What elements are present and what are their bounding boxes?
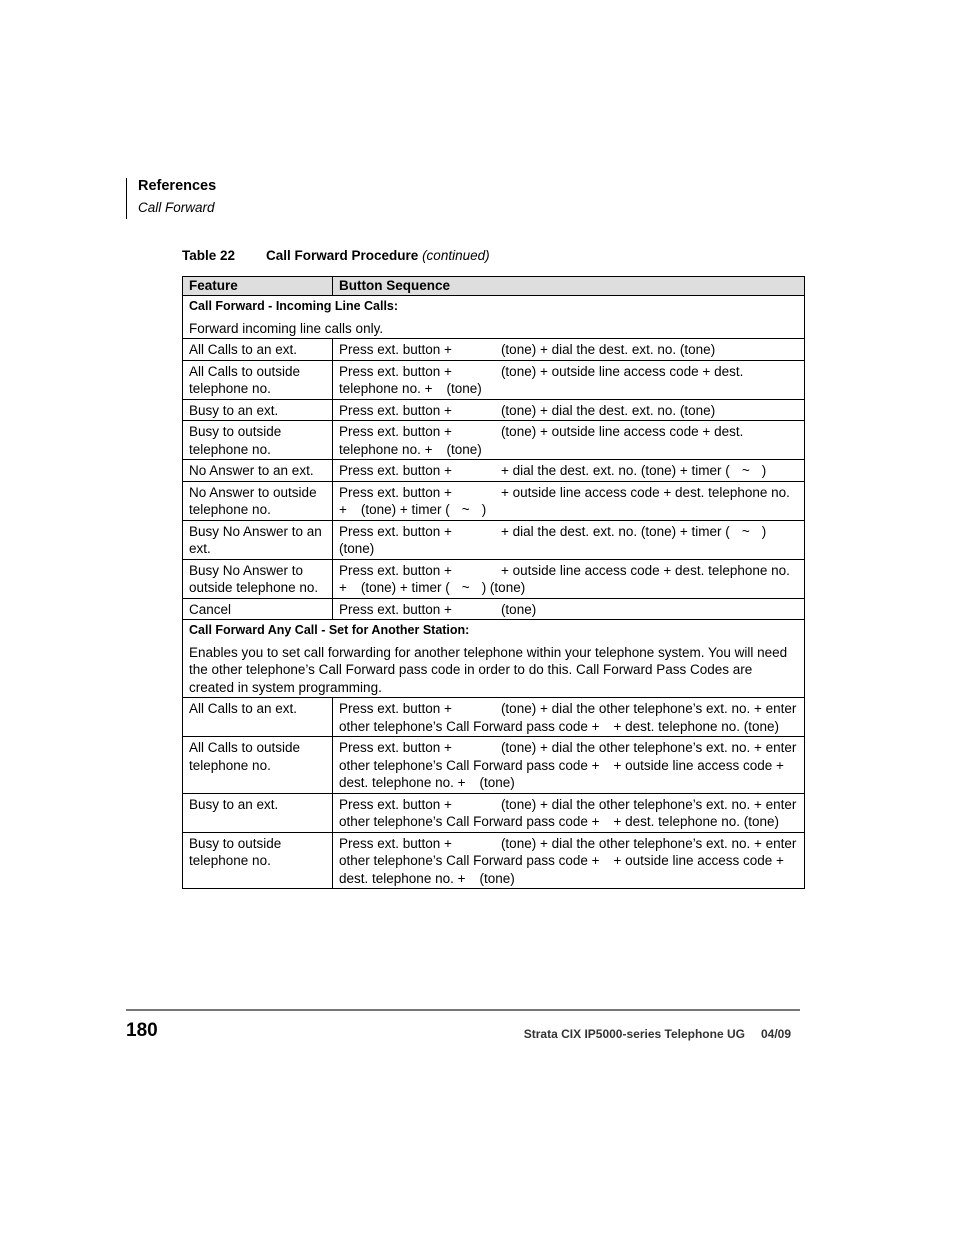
table-title: Call Forward Procedure xyxy=(266,248,419,263)
table-row xyxy=(183,481,805,520)
sequence-cell: Press ext. button + + outside line access code + dest. telephone no. + (tone) + timer ( ~ ) (tone) xyxy=(333,559,805,598)
table-number: Table 22 xyxy=(182,248,236,263)
sequence-cell: Press ext. button + (tone) + outside line access code + dest. telephone no. + (tone) xyxy=(333,421,805,460)
sequence-cell: Press ext. button + (tone) xyxy=(333,598,805,620)
table-row xyxy=(183,339,805,361)
column-header-button-sequence: Button Sequence xyxy=(333,277,805,296)
sequence-cell: Press ext. button + (tone) + dial the other telephone’s ext. no. + enter other telephone’s Call Forward pass code + + dest. telephone no. (tone) xyxy=(333,698,805,737)
footer-rule xyxy=(126,1009,800,1011)
table-row xyxy=(183,520,805,559)
sequence-cell: Press ext. button + (tone) + dial the other telephone’s ext. no. + enter other telephone’s Call Forward pass code + + outside line access code + dest. telephone no. + (tone) xyxy=(333,832,805,889)
header-rule xyxy=(126,178,127,219)
table-caption xyxy=(182,248,490,263)
page-number: 180 xyxy=(126,1020,158,1041)
feature-cell: No Answer to outside telephone no. xyxy=(183,481,333,520)
section-cell xyxy=(183,296,805,339)
sequence-cell: Press ext. button + (tone) + outside line access code + dest. telephone no. + (tone) xyxy=(333,360,805,399)
feature-cell: Busy No Answer to an ext. xyxy=(183,520,333,559)
footer-doc-title xyxy=(524,1027,791,1041)
section-cell xyxy=(183,620,805,698)
column-header-feature: Feature xyxy=(183,277,333,296)
table-row xyxy=(183,460,805,482)
table-row xyxy=(183,698,805,737)
sequence-cell: Press ext. button + (tone) + dial the dest. ext. no. (tone) xyxy=(333,339,805,361)
sequence-cell: Press ext. button + + dial the dest. ext. no. (tone) + timer ( ~ ) xyxy=(333,460,805,482)
feature-cell: All Calls to outside telephone no. xyxy=(183,360,333,399)
table-header-row xyxy=(183,277,805,296)
feature-cell: Busy No Answer to outside telephone no. xyxy=(183,559,333,598)
section-description: Forward incoming line calls only. xyxy=(189,320,384,336)
section-row xyxy=(183,296,805,339)
feature-cell: Cancel xyxy=(183,598,333,620)
section-row xyxy=(183,620,805,698)
table-row xyxy=(183,559,805,598)
table-row xyxy=(183,737,805,794)
feature-cell: Busy to an ext. xyxy=(183,793,333,832)
sequence-cell: Press ext. button + + outside line access code + dest. telephone no. + (tone) + timer ( ~ ) xyxy=(333,481,805,520)
feature-cell: No Answer to an ext. xyxy=(183,460,333,482)
chapter-title: References xyxy=(138,178,217,194)
feature-cell: All Calls to an ext. xyxy=(183,698,333,737)
call-forward-table xyxy=(182,276,805,889)
sequence-cell: Press ext. button + + dial the dest. ext. no. (tone) + timer ( ~ ) (tone) xyxy=(333,520,805,559)
doc-date: 04/09 xyxy=(760,1027,791,1041)
section-heading: Call Forward - Incoming Line Calls: xyxy=(189,299,399,313)
feature-cell: All Calls to an ext. xyxy=(183,339,333,361)
table-row xyxy=(183,598,805,620)
feature-cell: Busy to outside telephone no. xyxy=(183,421,333,460)
section-heading: Call Forward Any Call - Set for Another Station: xyxy=(189,623,470,637)
feature-cell: Busy to outside telephone no. xyxy=(183,832,333,889)
table-row xyxy=(183,421,805,460)
sequence-cell: Press ext. button + (tone) + dial the dest. ext. no. (tone) xyxy=(333,399,805,421)
sequence-cell: Press ext. button + (tone) + dial the other telephone’s ext. no. + enter other telephone’s Call Forward pass code + + outside line access code + dest. telephone no. + (tone) xyxy=(333,737,805,794)
table-row xyxy=(183,793,805,832)
sequence-cell: Press ext. button + (tone) + dial the other telephone’s ext. no. + enter other telephone’s Call Forward pass code + + dest. telephone no. (tone) xyxy=(333,793,805,832)
table-row xyxy=(183,832,805,889)
table-row xyxy=(183,399,805,421)
table-continued: (continued) xyxy=(422,248,490,263)
section-description: Enables you to set call forwarding for another telephone within your telephone system. You will need the other telephone’s Call Forward pass code in order to do this. Call Forward Pass Codes are created in system programming. xyxy=(189,644,788,695)
table-row xyxy=(183,360,805,399)
section-title: Call Forward xyxy=(138,200,215,215)
doc-title: Strata CIX IP5000-series Telephone UG xyxy=(523,1027,745,1041)
feature-cell: All Calls to outside telephone no. xyxy=(183,737,333,794)
feature-cell: Busy to an ext. xyxy=(183,399,333,421)
